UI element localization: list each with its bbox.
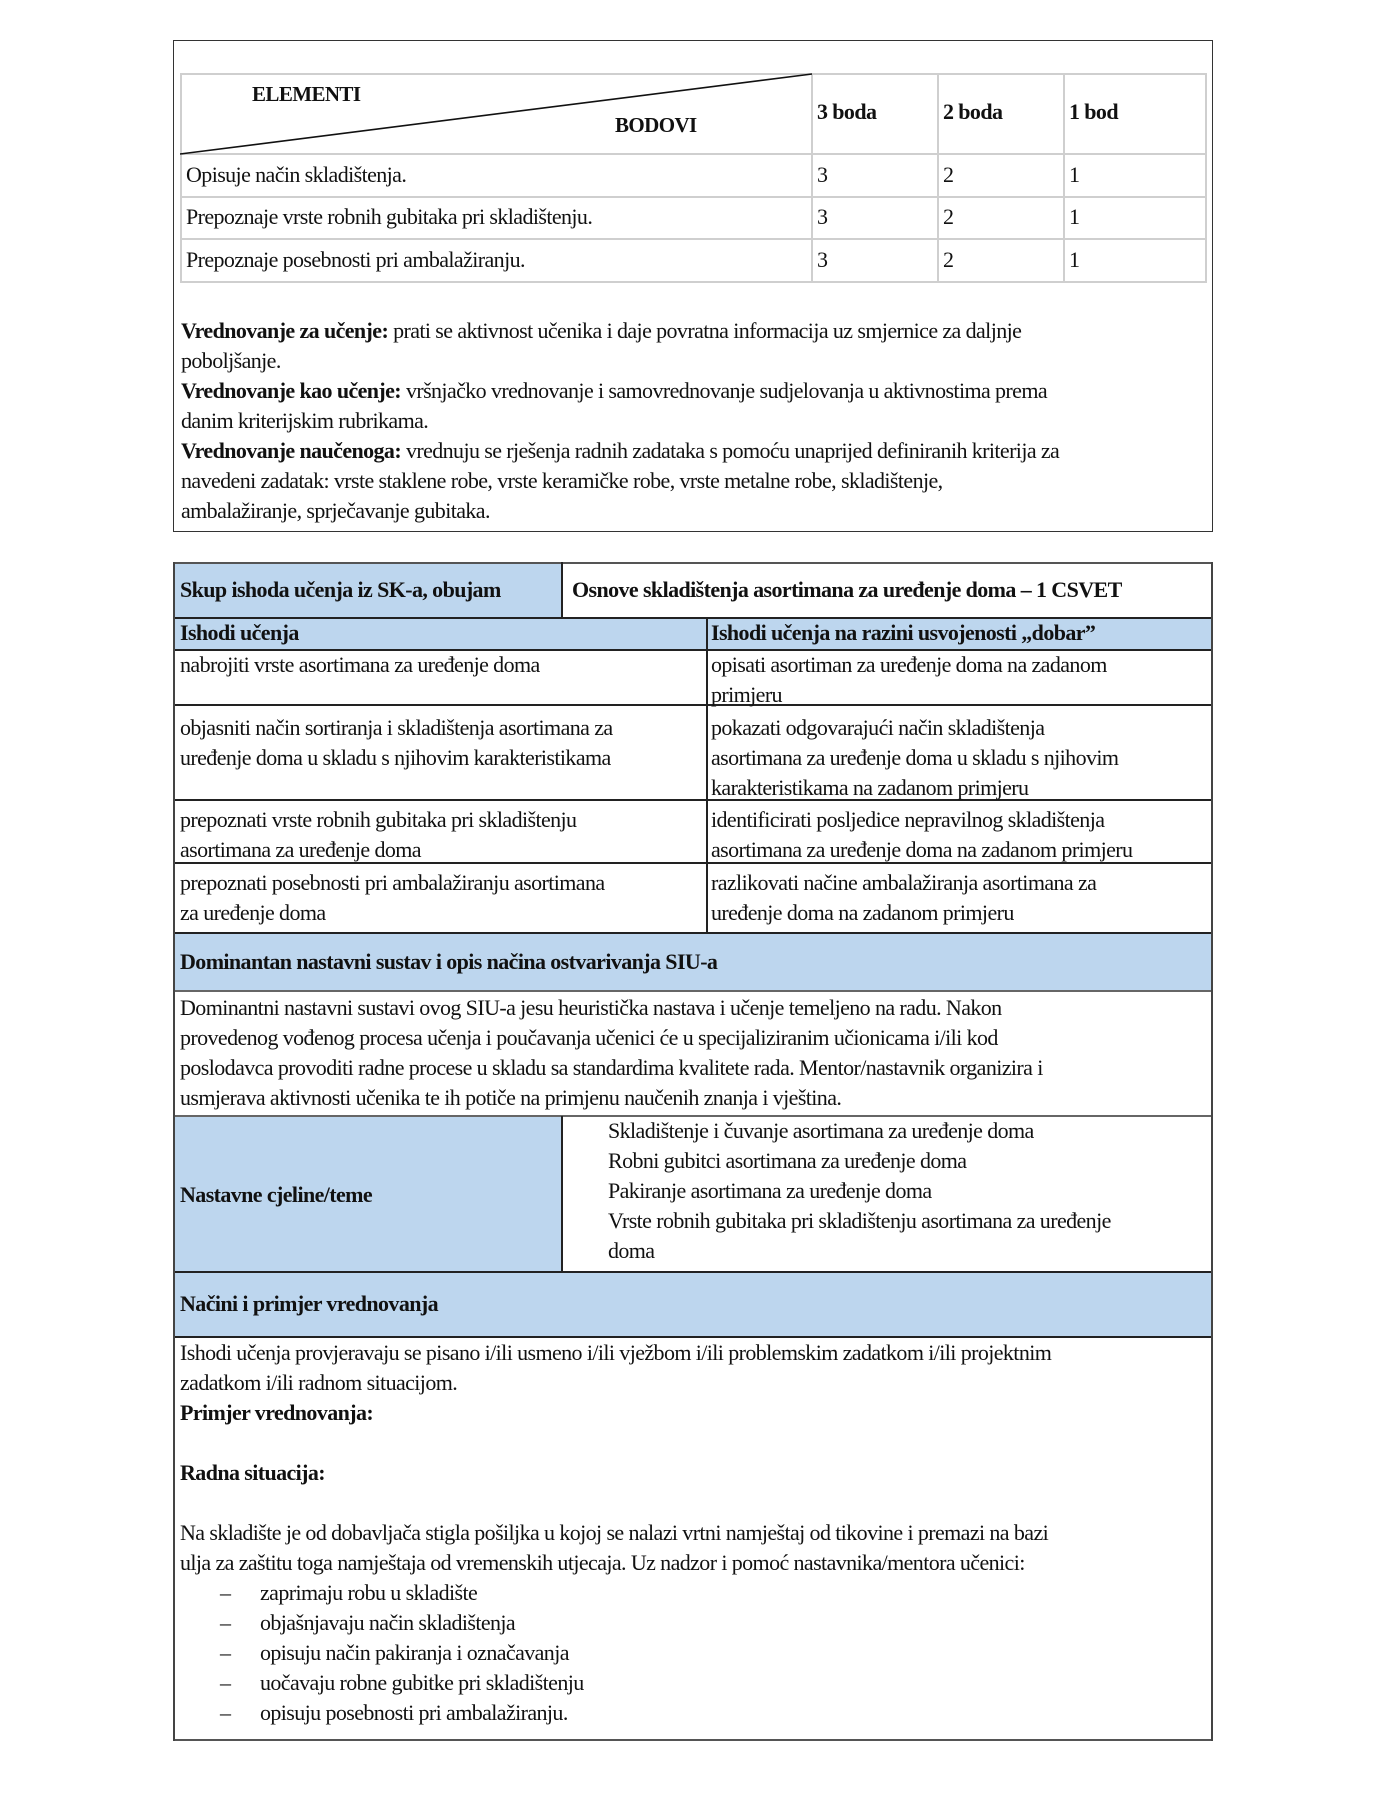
dash-icon: –	[220, 1670, 231, 1695]
bullet-text: opisuju način pakiranja i označavanja	[260, 1640, 569, 1665]
dash-icon: –	[220, 1700, 231, 1725]
outcome-left: objasniti način sortiranja i skladištenja asortimana za	[180, 715, 613, 740]
grid-line	[937, 73, 939, 283]
table-border	[173, 932, 1213, 934]
bullet-item	[220, 1578, 477, 1608]
outcome-right: opisati asortiman za uređenje doma na zadanom	[711, 652, 1107, 677]
evaluation-kao-ucenje	[181, 376, 1047, 406]
tema-item: doma	[608, 1238, 655, 1263]
bullet-text: zaprimaju robu u skladište	[260, 1580, 478, 1605]
primjer-label: Primjer vrednovanja:	[180, 1400, 374, 1425]
bullet-item	[220, 1698, 568, 1728]
skup-label: Skup ishoda učenja iz SK-a, obujam	[180, 577, 501, 602]
outcome-left: za uređenje doma	[180, 900, 326, 925]
outcome-right: primjeru	[711, 682, 782, 707]
column-header: 3 boda	[817, 99, 877, 124]
rubric-score: 1	[1069, 247, 1080, 272]
rubric-table	[180, 73, 1207, 283]
dominantan-text: Dominantni nastavni sustavi ovog SIU-a jesu heuristička nastava i učenje temeljeno na radu. Nakon	[180, 995, 1002, 1020]
rubric-score: 2	[943, 204, 954, 229]
grid-line	[1063, 73, 1065, 283]
dominantan-text: provedenog vođenog procesa učenja i poučavanja učenici će u specijaliziranim učionicama i/ili kod	[180, 1025, 998, 1050]
table-border	[706, 617, 708, 933]
dominantan-header: Dominantan nastavni sustav i opis načina ostvarivanja SIU-a	[180, 949, 718, 974]
rubric-score: 1	[1069, 204, 1080, 229]
outcome-left: asortimana za uređenje doma	[180, 837, 421, 862]
outcomes-header-right: Ishodi učenja na razini usvojenosti „dobar”	[711, 620, 1096, 645]
evaluation-label: Vrednovanje za učenje:	[181, 318, 389, 343]
evaluation-text: vrednuju se rješenja radnih zadataka s pomoću unaprijed definiranih kriterija za	[401, 438, 1060, 463]
outcome-right: asortimana za uređenje doma na zadanom primjeru	[711, 837, 1133, 862]
outcome-right: identificirati posljedice nepravilnog skladištenja	[711, 807, 1105, 832]
situacija-text: Na skladište je od dobavljača stigla pošiljka u kojoj se nalazi vrtni namještaj od tikovine i premazi na bazi	[180, 1520, 1049, 1545]
rubric-score: 1	[1069, 162, 1080, 187]
outcome-right: razlikovati načine ambalažiranja asortimana za	[711, 870, 1097, 895]
tema-item: Vrste robnih gubitaka pri skladištenju asortimana za uređenje	[608, 1208, 1111, 1233]
dash-icon: –	[220, 1640, 231, 1665]
bullet-item	[220, 1608, 515, 1638]
bullet-text: opisuju posebnosti pri ambalažiranju.	[260, 1700, 568, 1725]
outcome-left: nabrojiti vrste asortimana za uređenje doma	[180, 652, 540, 677]
nacini-text: zadatkom i/ili radnom situacijom.	[180, 1370, 458, 1395]
header-bodovi: BODOVI	[615, 113, 697, 137]
table-border	[173, 1739, 1213, 1741]
rubric-score: 2	[943, 247, 954, 272]
bullet-item	[220, 1668, 584, 1698]
evaluation-text: prati se aktivnost učenika i daje povratna informacija uz smjernice za daljnje	[388, 318, 1022, 343]
table-border	[173, 1271, 1213, 1273]
table-border	[1211, 562, 1213, 1741]
outcome-left: prepoznati posebnosti pri ambalažiranju asortimana	[180, 870, 605, 895]
dash-icon: –	[220, 1580, 231, 1605]
rubric-score: 3	[817, 204, 828, 229]
outcome-right: pokazati odgovarajući način skladištenja	[711, 715, 1045, 740]
evaluation-text: ambalažiranje, sprječavanje gubitaka.	[181, 498, 490, 523]
rubric-score: 3	[817, 247, 828, 272]
bullet-item	[220, 1638, 569, 1668]
grid-line	[180, 281, 1207, 283]
teme-label: Nastavne cjeline/teme	[180, 1182, 373, 1207]
table-border	[173, 562, 175, 1741]
evaluation-text: navedeni zadatak: vrste staklene robe, vrste keramičke robe, vrste metalne robe, skladištenje,	[181, 468, 943, 493]
dominantan-text: poslodavca provoditi radne procese u skladu sa standardima kvalitete rada. Mentor/nastavnik organizira i	[180, 1055, 1043, 1080]
outcome-left: uređenje doma u skladu s njihovim karakteristikama	[180, 745, 611, 770]
grid-line	[180, 196, 1207, 198]
rubric-score: 3	[817, 162, 828, 187]
bullet-text: objašnjavaju način skladištenja	[260, 1610, 516, 1635]
table-border	[561, 562, 563, 617]
nacini-header: Načini i primjer vrednovanja	[180, 1291, 438, 1316]
grid-line	[180, 238, 1207, 240]
evaluation-label: Vrednovanje kao učenje:	[181, 378, 402, 403]
evaluation-naucenoga	[181, 436, 1059, 466]
situacija-text: ulja za zaštitu toga namještaja od vremenskih utjecaja. Uz nadzor i pomoć nastavnika/mentora učenici:	[180, 1550, 1025, 1575]
outcome-right: karakteristikama na zadanom primjeru	[711, 775, 1029, 800]
grid-line	[1205, 73, 1207, 283]
table-border	[173, 990, 1213, 992]
column-header: 2 boda	[943, 99, 1003, 124]
table-border	[561, 1116, 563, 1272]
evaluation-za-ucenje	[181, 316, 1021, 346]
evaluation-label: Vrednovanje naučenoga:	[181, 438, 402, 463]
table-border	[173, 799, 1213, 801]
evaluation-text: poboljšanje.	[181, 348, 281, 373]
bullet-text: uočavaju robne gubitke pri skladištenju	[260, 1670, 584, 1695]
evaluation-text: vršnjačko vrednovanje i samovrednovanje sudjelovanja u aktivnostima prema	[401, 378, 1048, 403]
header-elementi: ELEMENTI	[252, 82, 361, 106]
rubric-element: Opisuje način skladištenja.	[186, 162, 407, 187]
skup-value: Osnove skladištenja asortimana za uređenje doma – 1 CSVET	[572, 577, 1122, 602]
outcome-right: uređenje doma na zadanom primjeru	[711, 900, 1014, 925]
outcome-left: prepoznati vrste robnih gubitaka pri skladištenju	[180, 807, 577, 832]
column-header: 1 bod	[1069, 99, 1118, 124]
tema-item: Pakiranje asortimana za uređenje doma	[608, 1178, 932, 1203]
rubric-element: Prepoznaje vrste robnih gubitaka pri skladištenju.	[186, 204, 593, 229]
rubric-score: 2	[943, 162, 954, 187]
tema-item: Skladištenje i čuvanje asortimana za uređenje doma	[608, 1118, 1034, 1143]
dominantan-text: usmjerava aktivnosti učenika te ih potiče na primjenu naučenih znanja i vještina.	[180, 1085, 842, 1110]
tema-item: Robni gubitci asortimana za uređenje doma	[608, 1148, 967, 1173]
table-border	[173, 562, 1213, 564]
nacini-text: Ishodi učenja provjeravaju se pisano i/ili usmeno i/ili vježbom i/ili problemskim zadatkom i/ili projektnim	[180, 1340, 1052, 1365]
rubric-element: Prepoznaje posebnosti pri ambalažiranju.	[186, 247, 525, 272]
dash-icon: –	[220, 1610, 231, 1635]
radna-situacija-label: Radna situacija:	[180, 1460, 326, 1485]
outcome-right: asortimana za uređenje doma u skladu s njihovim	[711, 745, 1119, 770]
evaluation-text: danim kriterijskim rubrikama.	[181, 408, 429, 433]
outcomes-header-left: Ishodi učenja	[180, 620, 299, 645]
table-border	[173, 704, 1213, 706]
